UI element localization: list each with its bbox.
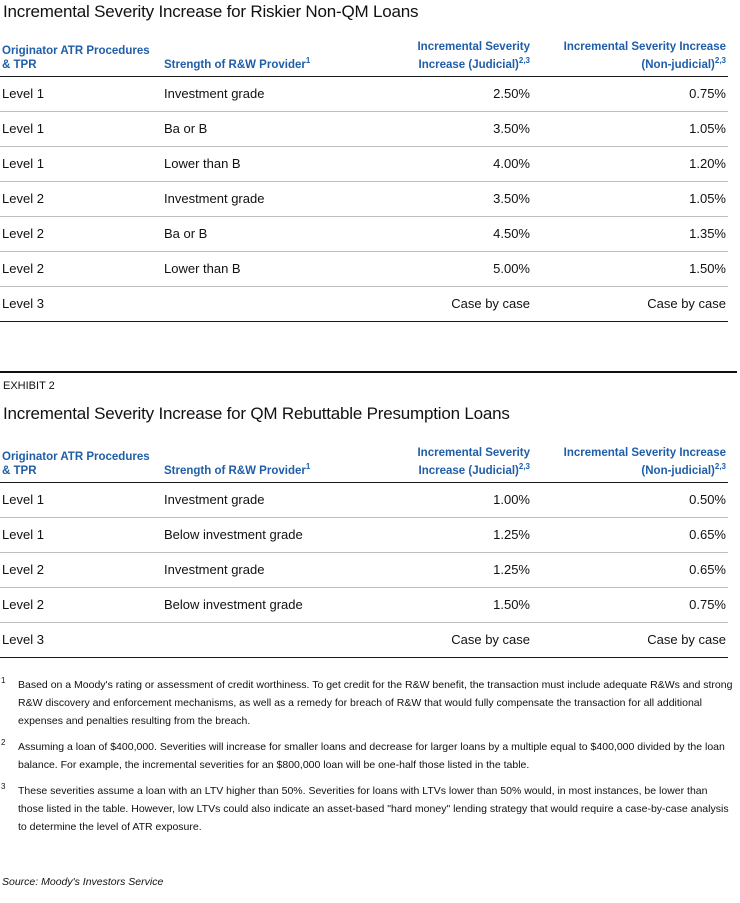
header-severity-judicial: Incremental Severity Increase (Judicial)$^{2,3}$ — [392, 40, 532, 76]
cell-level: Level 1 — [0, 146, 162, 181]
table-row — [0, 552, 728, 587]
cell-rw-provider: Lower than B — [162, 251, 392, 286]
cell-severity-nonjudicial: 0.50% — [532, 482, 728, 517]
footnote-text: Based on a Moody's rating or assessment of credit worthiness. To get credit for the R&W benefit, the transaction must include adequate R&Ws and strong R&W discovery and enforcement mechanisms, as well as a remedy for breach of R&W that would fully compensate the transaction for all additional expenses and penalties resulting from the breach. — [18, 679, 733, 727]
cell-severity-judicial: 1.25% — [392, 517, 532, 552]
cell-level: Level 2 — [0, 216, 162, 251]
cell-severity-nonjudicial: 0.75% — [532, 76, 728, 111]
cell-severity-judicial: 1.50% — [392, 587, 532, 622]
source-note: Source: Moody's Investors Service — [2, 876, 164, 888]
cell-level: Level 2 — [0, 181, 162, 216]
exhibit2-label: EXHIBIT 2 — [3, 380, 55, 392]
cell-rw-provider: Below investment grade — [162, 517, 392, 552]
cell-rw-provider: Ba or B — [162, 111, 392, 146]
header-originator-atr: Originator ATR Procedures & TPR — [0, 446, 162, 482]
cell-level: Level 1 — [0, 76, 162, 111]
cell-rw-provider — [162, 286, 392, 321]
cell-severity-nonjudicial: 1.05% — [532, 181, 728, 216]
cell-severity-nonjudicial: 0.65% — [532, 552, 728, 587]
exhibit2-title: Incremental Severity Increase for QM Rebuttable Presumption Loans — [3, 404, 510, 423]
header-rw-provider: Strength of R&W Provider$^1$ — [162, 446, 392, 482]
footnote-number: 1 — [1, 676, 6, 685]
cell-level: Level 2 — [0, 587, 162, 622]
cell-severity-nonjudicial: Case by case — [532, 286, 728, 321]
cell-level: Level 2 — [0, 251, 162, 286]
exhibit1-table — [0, 40, 728, 322]
table-row — [0, 622, 728, 657]
header-originator-atr: Originator ATR Procedures & TPR — [0, 40, 162, 76]
footnote-number: 2 — [1, 738, 6, 747]
header-severity-nonjudicial: Incremental Severity Increase (Non-judicial)$^{2,3}$ — [532, 446, 728, 482]
cell-rw-provider: Investment grade — [162, 482, 392, 517]
table-row — [0, 181, 728, 216]
cell-rw-provider: Below investment grade — [162, 587, 392, 622]
table-row — [0, 111, 728, 146]
cell-rw-provider: Investment grade — [162, 552, 392, 587]
table-row — [0, 482, 728, 517]
cell-level: Level 1 — [0, 517, 162, 552]
cell-severity-judicial: Case by case — [392, 622, 532, 657]
cell-severity-judicial: 3.50% — [392, 111, 532, 146]
cell-rw-provider — [162, 622, 392, 657]
footnote — [0, 782, 736, 836]
cell-severity-nonjudicial: 1.05% — [532, 111, 728, 146]
cell-rw-provider: Lower than B — [162, 146, 392, 181]
cell-severity-nonjudicial: 0.75% — [532, 587, 728, 622]
cell-rw-provider: Ba or B — [162, 216, 392, 251]
exhibit-divider — [0, 371, 737, 373]
footnote — [0, 738, 736, 774]
cell-severity-judicial: 1.25% — [392, 552, 532, 587]
header-rw-provider: Strength of R&W Provider$^1$ — [162, 40, 392, 76]
cell-level: Level 1 — [0, 482, 162, 517]
footnote — [0, 676, 736, 730]
cell-level: Level 1 — [0, 111, 162, 146]
cell-severity-judicial: 1.00% — [392, 482, 532, 517]
header-severity-judicial: Incremental Severity Increase (Judicial)$^{2,3}$ — [392, 446, 532, 482]
table-row — [0, 251, 728, 286]
footnote-text: Assuming a loan of $400,000. Severities will increase for smaller loans and decrease for larger loans by a multiple equal to $400,000 divided by the loan balance. For example, the incremental severities for an $800,000 loan will be one-half those listed in the table. — [18, 741, 725, 771]
cell-severity-nonjudicial: 0.65% — [532, 517, 728, 552]
cell-severity-judicial: 2.50% — [392, 76, 532, 111]
table-row — [0, 517, 728, 552]
cell-severity-nonjudicial: 1.50% — [532, 251, 728, 286]
cell-severity-nonjudicial: Case by case — [532, 622, 728, 657]
cell-rw-provider: Investment grade — [162, 76, 392, 111]
footnote-number: 3 — [1, 782, 6, 791]
cell-rw-provider: Investment grade — [162, 181, 392, 216]
table-row — [0, 587, 728, 622]
table-row — [0, 146, 728, 181]
exhibit1-header-row — [0, 40, 728, 76]
cell-severity-nonjudicial: 1.20% — [532, 146, 728, 181]
cell-level: Level 3 — [0, 286, 162, 321]
cell-level: Level 3 — [0, 622, 162, 657]
exhibit1-title: Incremental Severity Increase for Riskier Non-QM Loans — [3, 2, 419, 21]
footnote-text: These severities assume a loan with an LTV higher than 50%. Severities for loans with LTVs lower than 50% would, in most instances, be lower than those listed in the table. However, low LTVs could also indicate an asset-based "hard money" lending strategy that would require a case-by-case analysis to determine the level of ATR exposure. — [18, 785, 729, 833]
table-row — [0, 76, 728, 111]
cell-severity-judicial: 5.00% — [392, 251, 532, 286]
cell-level: Level 2 — [0, 552, 162, 587]
exhibit2-table — [0, 446, 728, 658]
cell-severity-judicial: Case by case — [392, 286, 532, 321]
cell-severity-judicial: 3.50% — [392, 181, 532, 216]
cell-severity-judicial: 4.00% — [392, 146, 532, 181]
cell-severity-nonjudicial: 1.35% — [532, 216, 728, 251]
header-severity-nonjudicial: Incremental Severity Increase (Non-judicial)$^{2,3}$ — [532, 40, 728, 76]
cell-severity-judicial: 4.50% — [392, 216, 532, 251]
exhibit2-header-row — [0, 446, 728, 482]
table-row — [0, 286, 728, 321]
table-row — [0, 216, 728, 251]
footnotes — [0, 676, 736, 844]
